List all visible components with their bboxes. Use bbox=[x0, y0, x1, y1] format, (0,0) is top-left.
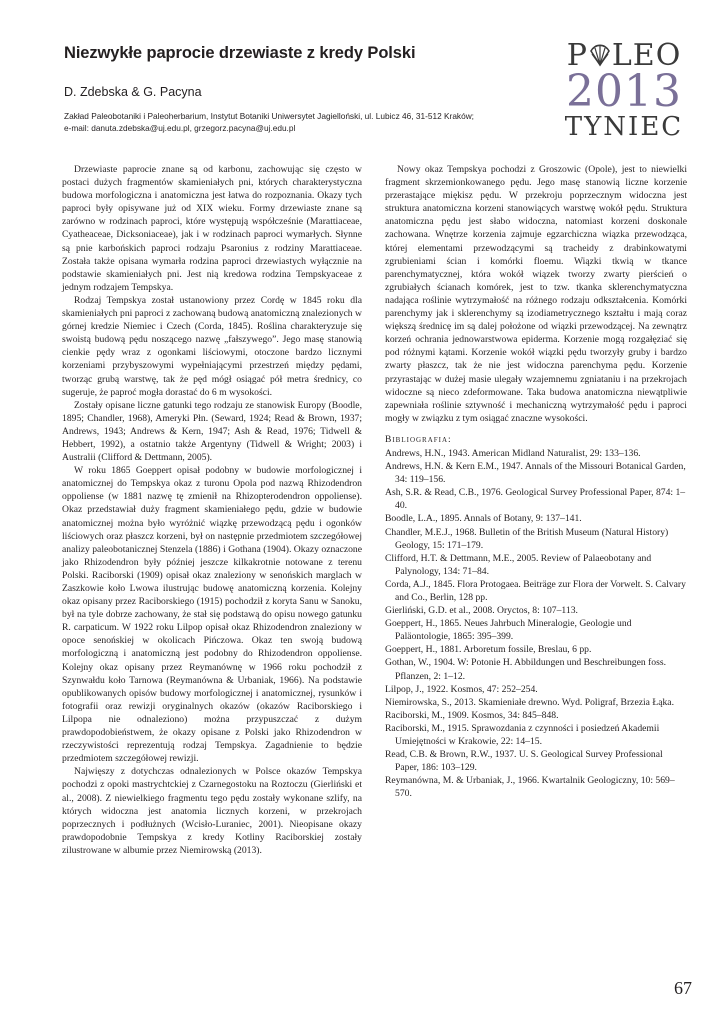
reference-item: Clifford, H.T. & Dettmann, M.E., 2005. Review of Palaeobotany and Palynology, 134: 71–84. bbox=[385, 552, 652, 577]
reference-item: Raciborski, M., 1909. Kosmos, 34: 845–848. bbox=[385, 709, 559, 721]
reference-item: Gothan, W., 1904. W: Potonie H. Abbildungen und Beschreibungen foss. Pflanzen, 2: 1–12. bbox=[385, 657, 666, 682]
paragraph: Najwięszy z dotychczas odnalezionych w Polsce okazów Tempskya pochodzi z opoki mastrychtckiej z Czarnegostoku na Roztoczu (Gierliński et al., 2008). Z niewielkiego fragmentu tego pędu zostały wykonane szlify, na których widoczna jest anatomia licznych korzeni, w przekrojach poprzecznych i podłużnych (Wcisło-Luraniec, 2001). Nieopisane okazy prawdopodobnie Tempskya z kredy Kotliny Raciborskiej zostały zilustrowane w albumie przez Niemirowską (2013). bbox=[62, 766, 362, 856]
logo-year: 2013 bbox=[566, 66, 682, 117]
logo-paleo bbox=[556, 40, 692, 72]
article-title: Niezwykłe paprocie drzewiaste z kredy Polski bbox=[64, 44, 416, 62]
paleo-tyniec-logo bbox=[556, 40, 692, 142]
reference-item: Corda, A.J., 1845. Flora Protogaea. Beiträge zur Flora der Vorwelt. S. Calvary and Co., Berlin, 128 pp. bbox=[385, 578, 686, 603]
paragraph: Nowy okaz Tempskya pochodzi z Groszowic (Opole), jest to niewielki fragment skrzemionkowanego pędu. Jego masę stanowią liczne korzenie przerastające miękisz pędu. W przekroju poprzecznym widoczna jest struktura anatomiczna korzeni stanowiących warstwę wokół pędu. Struktura anatomiczna pędu jest słabo widoczna, natomiast korzeni doskonale zachowana. Wnętrze korzenia zajmuje egzarchiczna wiązka przewodząca, której elementami przewodzącymi są tracheidy z drabinkowatymi zgrubieniami ścian i komórki floemu. Wiązki tkwią w tkance parenchymatycznej, która wokół wiązek tworzy zwarty pierścień o zgrubiałych ścianach komórek, jest to tzw. tkanka sklerenchymatyczna nadająca roślinie wytrzymałość na różnego rodzaju odkształcenia. Komórki parenchymy jak i sklerenchymy są izodiametrycznego kształtu i mają coraz większą średnicę im są dalej położone od wiązki przewodzącej. Na zewnątrz korzeń ochrania jednowarstwowa epiderma. Korzenie mogą rozgałęziać się pod różnymi kątami. Korzenie wokół wiązki pędu tworzyły gruby i bardzo zwarty płaszcz, tak że nie jest widoczna parenchyma pędu. Korzenie przyrastając w dużej masie ulegały wzajemnemu zgniataniu i na przekrojach widoczne są nieco zdeformowane. Taka budowa anatomiczna niewątpliwie zapewniała roślinie sztywność i mechaniczną wytrzymałość pędu i paproci mogły w związku z tym osiągać znaczne wysokości. bbox=[385, 164, 687, 424]
logo-letter-p: P bbox=[566, 38, 588, 73]
paragraph: Zostały opisane liczne gatunki tego rodzaju ze stanowisk Europy (Boodle, 1895; Chandler, 1968), Ameryki Płn. (Seward, 1924; Read & Brown, 1937; Andrews, 1943; Andrews & Kern, 1947; Ash & Read, 1976; Tidwell & Hebbert, 1992), a ostatnio także Argentyny (Tidwell & Wright; 2003) i Australii (Clifford & Dettmann, 2005). bbox=[62, 399, 362, 464]
reference-item: Read, C.B. & Brown, R.W., 1937. U. S. Geological Survey Professional Paper, 186: 103–129. bbox=[385, 749, 663, 774]
reference-item: Niemirowska, S., 2013. Skamieniałe drewno. Wyd. Poligraf, Brzezia Łąka. bbox=[385, 696, 674, 708]
paragraph: Drzewiaste paprocie znane są od karbonu, zachowując się często w postaci dużych fragmentów skamieniałych pni, których charakterystyczna budowa morfologiczna i anatomiczna jest łatwa do rozpoznania. Okazy tych paproci były opisywane już od XIX wieku. Formy drzewiaste znane są zarówno w rodzinach paproci, które występują współcześnie (Marattiaceae, Cyatheaceae, Dicksoniaceae), jak i w rodzinach paproci wymarłych. Słynne są pnie karbońskich paproci rodzaju Psaronius z rodziny Marattiaceae. Została także opisana wymarła rodzina paproci drzewiastych wyłącznie na podstawie skamieniałych pni. Jest nią kredowa rodzina Tempskyaceae z jednym rodzajem Tempskya. bbox=[62, 164, 362, 293]
logo-leo: LEO bbox=[611, 38, 682, 73]
reference-item: Boodle, L.A., 1895. Annals of Botany, 9: 137–141. bbox=[385, 513, 582, 525]
reference-item: Reymanówna, M. & Urbaniak, J., 1966. Kwartalnik Geologiczny, 10: 569–570. bbox=[385, 775, 675, 800]
ammonite-icon bbox=[589, 42, 611, 66]
paragraph: Rodzaj Tempskya został ustanowiony przez Cordę w 1845 roku dla skamieniałych pni paproci z zachowaną budową anatomiczną znalezionych w górnej kredzie Niemiec i Czech (Corda, 1845). Roślina charakteryzuje się swoistą budową pędu noszącego nazwę „fałszywego”. Jego masę stanowią cienkie pędy wraz z ogonkami liściowymi, otoczone bardzo licznymi korzeniami przybyszowymi wypełniającymi przestrzeń między pędami, tworząc grubą warstwę, tak że pęd mógł osiągać pół metra średnicy, co sugeruje, że paproć mogła dorastać do 6 m wysokości. bbox=[62, 294, 362, 398]
reference-item: Gierliński, G.D. et al., 2008. Oryctos, 8: 107–113. bbox=[385, 605, 578, 617]
right-column bbox=[385, 163, 687, 801]
reference-item: Goeppert, H., 1865. Neues Jahrbuch Mineralogie, Geologie und Paläontologie, 1865: 395–399. bbox=[385, 618, 632, 643]
paragraph: W roku 1865 Goeppert opisał podobny w budowie morfologicznej i anatomicznej do Tempskya okaz z turonu Opola pod nazwą Rhizodendron oppoliense (w 1881 nazwę tę zmienił na Rhizopterodendron oppoliense). Okaz przedstawiał duży fragment skamieniałego pędu, gdzie w budowie anatomicznej można było wyróżnić wiązkę przewodzącą pędu i ogonków liściowych oraz płaszcz korzeni, był on następnie przedmiotem szczegółowej analizy paleobotanicznej Stenzela (1886) i Gothana (1904). Okazy oznaczone jako Rhizodendron były później jeszcze kilkakrotnie notowane z terenu Polski. Raciborski (1909) opisał okaz znaleziony w senońskich marglach w Zaszkowie koło Lwowa ilustrując budowę anatomiczną korzenia. Kolejny okaz opisany przez Raciborskiego (1915) pochodził z koryta Sanu w Sanoku, był na tyle dobrze zachowany, że stał się podstawą do opisu nowego gatunku R. carpaticum. W 1922 roku Lilpop opisał okaz Rhizodendron znaleziony w opoce senońskiej w okolicach Pińczowa. Okaz ten swoją budową morfologiczną i anatomiczną jest podobny do Rhizodendron oppoliense. Kolejny okaz opisany przez Reymanównę w 1966 roku pochodził z Szynwałdu koło Tarnowa (Reymanówna & Urbaniak, 1966). Na podstawie opublikowanych opisów budowy morfologicznej i anatomicznej, rysunków i fotografii oraz rewizji oryginalnych okazów (okazów Raciborskiego i Lilpopa nie odnaleziono) można przypuszczać z dużym prawdopodobieństwem, że okazy opisane z Polski jako Rhizodendron w rzeczywistości reprezentują rodzaj Tempskya. Zagadnienie to będzie przedmiotem szczegółowej rewizji. bbox=[62, 465, 362, 765]
reference-item: Chandler, M.E.J., 1968. Bulletin of the British Museum (Natural History) Geology, 15: 171–179. bbox=[385, 526, 669, 551]
page-number: 67 bbox=[674, 978, 692, 998]
reference-item: Andrews, H.N., 1943. American Midland Naturalist, 29: 133–136. bbox=[385, 447, 641, 459]
reference-item: Goeppert, H., 1881. Arboretum fossile, Breslau, 6 pp. bbox=[385, 644, 592, 656]
reference-item: Andrews, H.N. & Kern E.M., 1947. Annals of the Missouri Botanical Garden, 34: 119–156. bbox=[385, 461, 686, 486]
bibliography-heading: Bibliografia: bbox=[385, 434, 452, 445]
reference-item: Raciborski, M., 1915. Sprawozdania z czynności i posiedzeń Akademii Umiejętności w Krakowie, 22: 14–15. bbox=[385, 722, 660, 748]
affiliation-address: Zakład Paleobotaniki i Paleoherbarium, Instytut Botaniki Uniwersytet Jagielloński, ul. Lubicz 46, 31-512 Kraków; bbox=[64, 111, 474, 121]
authors: D. Zdebska & G. Pacyna bbox=[64, 85, 202, 99]
logo-place: TYNIEC bbox=[564, 112, 684, 142]
affiliation-email: e-mail: danuta.zdebska@uj.edu.pl, grzegorz.pacyna@uj.edu.pl bbox=[64, 122, 296, 133]
reference-item: Lilpop, J., 1922. Kosmos, 47: 252–254. bbox=[385, 683, 538, 695]
affiliation bbox=[64, 111, 564, 134]
reference-item: Ash, S.R. & Read, C.B., 1976. Geological Survey Professional Paper, 874: 1–40. bbox=[385, 487, 686, 512]
left-column bbox=[62, 163, 362, 857]
